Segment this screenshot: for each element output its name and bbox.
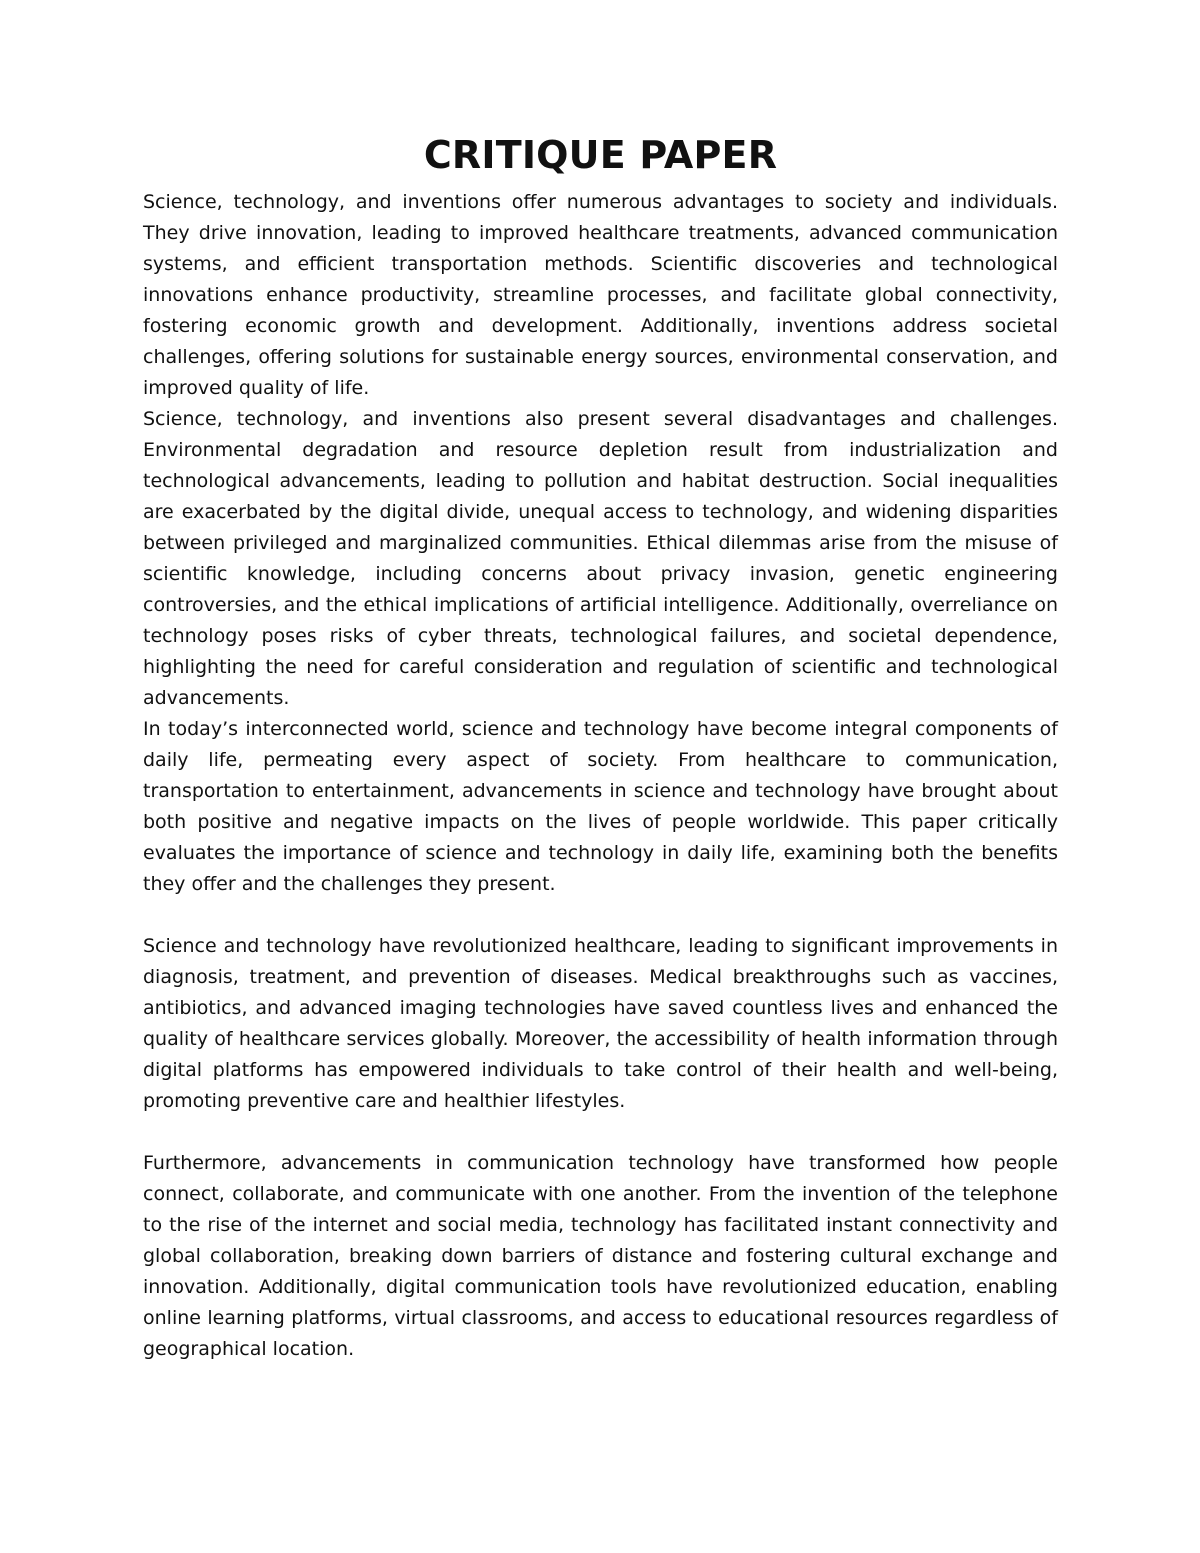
paragraph-advantages: Science, technology, and inventions offer numerous advantages to society and individuals. They drive innovation, leading to improved healthcare treatments, advanced communication systems, and efficient transportation methods. Scientific discoveries and technological innovations enhance productivity, streamline processes, and facilitate global connectivity, fostering economic growth and development. Additionally, inventions address societal challenges, offering solutions for sustainable energy sources, environmental conservation, and improved quality of life. [143, 191, 1058, 399]
document-body [143, 133, 1058, 1365]
paragraph-introduction: In today’s interconnected world, science and technology have become integral components of daily life, permeating every aspect of society. From healthcare to communication, transportation to entertainment, advancements in science and technology have brought about both positive and negative impacts on the lives of people worldwide. This paper critically evaluates the importance of science and technology in daily life, examining both the benefits they offer and the challenges they present. [143, 718, 1058, 895]
paragraph-healthcare: Science and technology have revolutionized healthcare, leading to significant improvements in diagnosis, treatment, and prevention of diseases. Medical breakthroughs such as vaccines, antibiotics, and advanced imaging technologies have saved countless lives and enhanced the quality of healthcare services globally. Moreover, the accessibility of health information through digital platforms has empowered individuals to take control of their health and well-being, promoting preventive care and healthier lifestyles. [143, 935, 1058, 1112]
paragraph-disadvantages: Science, technology, and inventions also present several disadvantages and challenges. Environmental degradation and resource depletion result from industrialization and technological advancements, leading to pollution and habitat destruction. Social inequalities are exacerbated by the digital divide, unequal access to technology, and widening disparities between privileged and marginalized communities. Ethical dilemmas arise from the misuse of scientific knowledge, including concerns about privacy invasion, genetic engineering controversies, and the ethical implications of artificial intelligence. Additionally, overreliance on technology poses risks of cyber threats, technological failures, and societal dependence, highlighting the need for careful consideration and regulation of scientific and technological advancements. [143, 408, 1058, 709]
paragraph-communication: Furthermore, advancements in communication technology have transformed how people connect, collaborate, and communicate with one another. From the invention of the telephone to the rise of the internet and social media, technology has facilitated instant connectivity and global collaboration, breaking down barriers of distance and fostering cultural exchange and innovation. Additionally, digital communication tools have revolutionized education, enabling online learning platforms, virtual classrooms, and access to educational resources regardless of geographical location. [143, 1152, 1058, 1360]
document-title: CRITIQUE PAPER [423, 133, 778, 177]
